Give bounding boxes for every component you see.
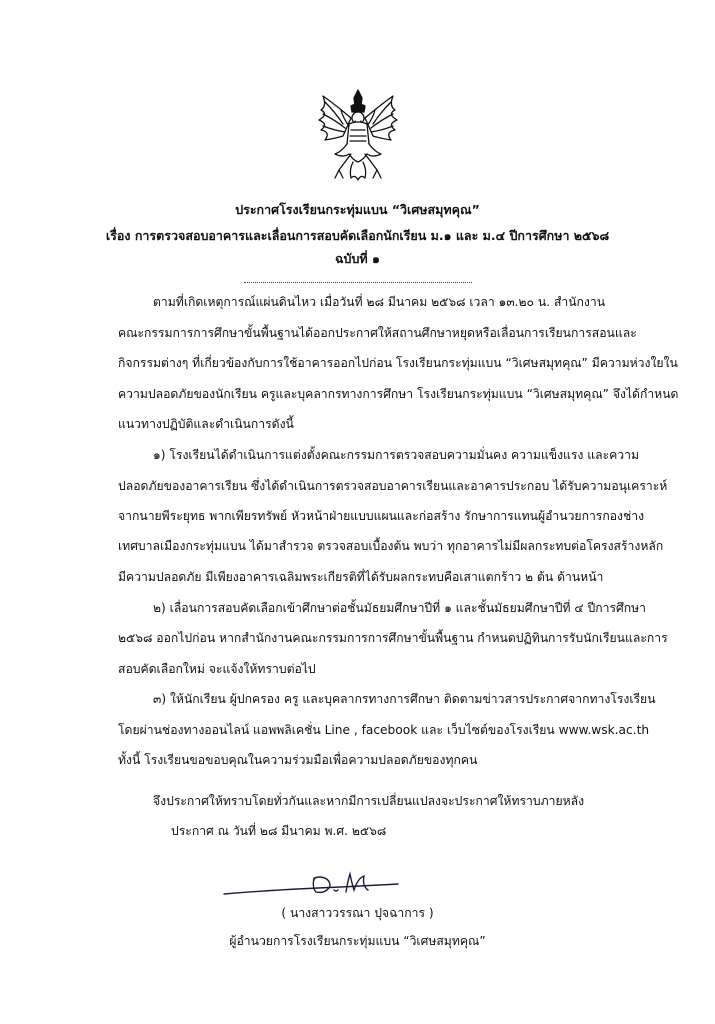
closing-line: จึงประกาศให้ทราบโดยทั่วกันและหากมีการเปลี่ยนแปลงจะประกาศให้ทราบภายหลัง [153,794,585,808]
item1-line: ๑) โรงเรียนได้ดำเนินการแต่งตั้งคณะกรรมการตรวจสอบความมั่นคง ความแข็งแรง และความ [153,448,639,462]
intro-line: คณะกรรมการการศึกษาขั้นพื้นฐานได้ออกประกาศให้สถานศึกษาหยุดหรือเลื่อนการเรียนการสอนและ [118,326,637,340]
announcement-subject: เรื่อง การตรวจสอบอาคารและเลื่อนการสอบคัดเลือกนักเรียน ม.๑ และ ม.๔ ปีการศึกษา ๒๕๖๘ [105,228,610,243]
dotted-divider [244,282,472,283]
garuda-emblem [313,88,403,183]
item2-line: ๒) เลื่อนการสอบคัดเลือกเข้าศึกษาต่อชั้นมัธยมศึกษาปีที่ ๑ และชั้นมัธยมศึกษาปีที่ ๔ ปีการศึกษา [153,601,647,615]
item3-line: โดยผ่านช่องทางออนไลน์ แอพพลิเคชั่น Line , facebook และ เว็บไซต์ของโรงเรียน www.wsk.ac.th [118,723,650,737]
intro-line: ตามที่เกิดเหตุการณ์แผ่นดินไหว เมื่อวันที่ ๒๘ มีนาคม ๒๕๖๘ เวลา ๑๓.๒๐ น. สำนักงาน [153,295,606,309]
intro-line: กิจกรรมต่างๆ ที่เกี่ยวข้องกับการใช้อาคารออกไปก่อน โรงเรียนกระทุ่มแบน “วิเศษสมุทคุณ” มีความห่วงใยใน [118,356,678,370]
intro-line: แนวทางปฏิบัติและดำเนินการดังนี้ [118,417,294,431]
intro-line: ความปลอดภัยของนักเรียน ครูและบุคลากรทางการศึกษา โรงเรียนกระทุ่มแบน “วิเศษสมุทคุณ” จึงได้กำหนด [118,387,679,401]
item2-line: ๒๕๖๘ ออกไปก่อน หากสำนักงานคณะกรรมการการศึกษาขั้นพื้นฐาน กำหนดปฏิทินการรับนักเรียนและการ [118,631,668,645]
signature-mark [222,868,402,900]
signatory-name: ( นางสาววรรณา ปุจฉาการ ) [281,906,434,920]
item1-line: ปลอดภัยของอาคารเรียน ซึ่งได้ดำเนินการตรวจสอบอาคารเรียนและอาคารประกอบ ได้รับความอนุเคราะห์ [118,479,668,493]
announcement-issue: ฉบับที่ ๑ [335,251,380,266]
date-line: ประกาศ ณ วันที่ ๒๘ มีนาคม พ.ศ. ๒๕๖๘ [171,824,387,838]
item1-line: เทศบาลเมืองกระทุ่มแบน ได้มาสำรวจ ตรวจสอบเบื้องต้น พบว่า ทุกอาคารไม่มีผลกระทบต่อโครงสร้างหลัก [118,539,664,553]
item3-line: ๓) ให้นักเรียน ผู้ปกครอง ครู และบุคลากรทางการศึกษา ติดตามข่าวสารประกาศจากทางโรงเรียน [153,692,656,706]
item1-line: จากนายพีระยุทธ พากเพียรทรัพย์ หัวหน้าฝ่ายแบบแผนและก่อสร้าง รักษาการแทนผู้อำนวยการกองช่าง [118,509,645,523]
item2-line: สอบคัดเลือกใหม่ จะแจ้งให้ทราบต่อไป [118,662,316,676]
signatory-title: ผู้อำนวยการโรงเรียนกระทุ่มแบน “วิเศษสมุทคุณ” [229,934,486,948]
item1-line: มีความปลอดภัย มีเพียงอาคารเฉลิมพระเกียรติที่ได้รับผลกระทบคือเสาแตกร้าว ๒ ต้น ด้านหน้า [118,570,604,584]
item3-line: ทั้งนี้ โรงเรียนขอขอบคุณในความร่วมมือเพื่อความปลอดภัยของทุกคน [118,753,478,767]
announcement-title: ประกาศโรงเรียนกระทุ่มแบน “วิเศษสมุทคุณ” [235,202,480,217]
